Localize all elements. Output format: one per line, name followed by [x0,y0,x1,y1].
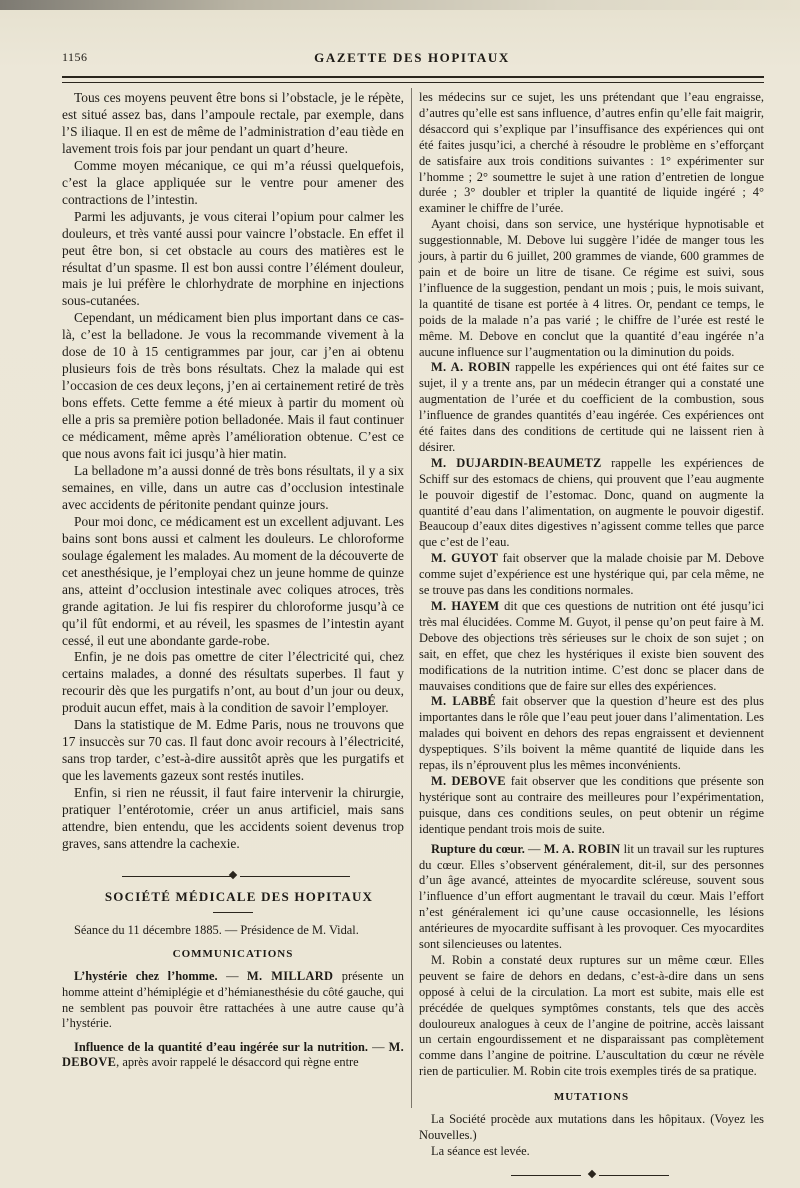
paragraph: La belladone m’a aussi donné de très bons résultats, il y a six semaines, en ville, dans un autre cas d’occlusion intestinale avec accidents de péritonite pendant quinze jours. [62,462,404,512]
hayem-text: dit que ces questions de nutrition ont été jusqu’ici très mal élucidées. Comme M. Guyot, il pense qu’on peut faire à M. Debove des objections très sérieuses sur le choix de son sujet ; on sait, en effet, que chez les hystériques il existe bien souvent des modifications de la nutrition intime. C’est donc se placer dans de mauvaises conditions que de faire sur elles des expériences. [419,599,765,693]
author-hayem: M. HAYEM [431,599,500,613]
robin-paragraph [419,360,764,455]
seance-line: Séance du 11 décembre 1885. — Présidence de M. Vidal. [74,922,359,937]
influence-text: , après avoir rappelé le désaccord qui règne entre [116,1055,359,1070]
author-dujardin: M. DUJARDIN-BEAUMETZ [431,455,602,470]
robin-text: rappelle les expériences qui ont été faites sur ce sujet, il y a trente ans, par un médecin étranger qui a constaté une augmentation de l’urée et du coefficient de la combustion, sous l’influence de grandes quantités d’eau ingérée. Ces expériences ont été faites dans des conditions de certitude qui ne laissent rien à désirer. [419,360,765,454]
author-robin: M. A. ROBIN [431,360,511,375]
section-rule [213,912,253,913]
paragraph: M. Robin a constaté deux ruptures sur un même cœur. Elles peuvent se faire de dehors en dedans, c’est-à-dire dans un sens opposé à celui de la circulation. La mort est subite, mais elle est précédée de quelques symptômes constants, tels que des accès douloureux analogues à ceux de l’angine de poitrine, accès laissant un certain engourdissement et ne disparaissant pas complètement comme dans l’angine de poitrine. L’auscultation du cœur ne révèle rien de particulier. M. Robin cite trois exemples tirés de sa pratique. [419,952,764,1079]
author-debove-reply: M. DEBOVE [431,773,506,788]
debove-paragraph [419,774,764,838]
hysterie-title: L’hystérie chez l’homme. [74,969,218,984]
rupture-text: lit un travail sur les ruptures du cœur. Elles s’observent généralement, dit-il, sur des personnes d’un âge avancé, atteintes de myocardite scléreuse, souvent sous l’influence d’un effort augmentant le travail du cœur. Mais l’effort n’est généralement ici qu’une cause occasionnelle, les lésions antérieures de myocardite suffisant à les provoquer. Ces myocardites sont silencieuses ou latentes. [419,841,764,952]
labbe-text: fait observer que la question d’heure est des plus importantes dans le rôle que l’eau peut jouer dans l’alimentation. Les malades qui boivent en dehors des repas engraissent et deviennent dyspeptiques. S’ils boivent la même quantité de liquide dans les repas, ils n’éprouvent plus les mêmes inconvénients. [419,694,764,773]
communications-title: COMMUNICATIONS [172,948,294,961]
influence-dash: — [367,1039,389,1054]
ornament-diamond [229,871,237,879]
journal-title: GAZETTE DES HOPITAUX [314,50,510,65]
mutations-text: La Société procède aux mutations dans les hôpitaux. (Voyez les Nouvelles.) [419,1112,764,1142]
scan-edge [0,0,800,10]
hysterie-paragraph: L’hystérie chez l’homme. — M. MILLARD présente un homme atteint d’hémiplégie et d’hémianesthésie du côté gauche, qui ne semblent pas pouvoir être rattachées à une autre cause qu’à l’hystérie. [62,969,404,1031]
paragraph: Dans la statistique de M. Edme Paris, nous ne trouvons que 17 insuccès sur 70 cas. Il faut donc avoir recours à l’électricité, sans trop tarder, c’est-à-dire aussitôt après que les purgatifs et que les lavements gazeux sont restés inutiles. [62,717,404,784]
rupture-paragraph [419,842,764,953]
left-column [62,90,404,1071]
header-rule [62,76,764,78]
ornament-diamond [588,1170,596,1178]
page-header [62,50,762,70]
mutations-title: MUTATIONS [553,1091,630,1104]
author-millard: M. MILLARD [247,969,334,984]
influence-title: Influence de la quantité d’eau ingérée sur la nutrition. [74,1039,368,1054]
influence-paragraph [62,1040,404,1071]
page-number: 1156 [62,50,88,64]
hysterie-text: présente un homme atteint d’hémiplégie et d’hémianesthésie du côté gauche, qui ne semblent pas pouvoir être rattachées à une autre cause qu’à l’hystérie. [62,969,404,1031]
seance-levee: La séance est levée. [431,1143,530,1158]
rupture-dash: — [524,841,544,856]
ornament-line [511,1175,581,1176]
dujardin-text: rappelle les expériences de Schiff sur des estomacs de chiens, qui prouvent que l’eau augmente le pouvoir digestif de l’estomac. Donc, quand on augmente la quantité d’eau dans l’alimentation, on augmente le pouvoir digestif. Beaucoup d’eaux dites digestives n’agissent comme telles que parce que c’est de l’eau. [419,455,764,550]
end-ornament [419,1168,764,1182]
paragraph: les médecins sur ce sujet, les uns prétendant que l’eau engraisse, d’autres qu’elle est sans influence, d’autres enfin qu’elle fait maigrir, désaccord qui s’explique par l’insuffisance des expériences qui ont été faites jusqu’ici, a cherché à résoudre le problème en s’efforçant de satisfaire aux trois conditions suivantes : 1° expérimenter sur l’homme ; 2° soumettre le sujet à une ration d’entretien de longue durée ; 3° doubler et tripler la quantité de liquide ingéré ; 4° examiner le chiffre de l’urée. [419,90,764,216]
paragraph: Ayant choisi, dans son service, une hystérique hypnotisable et suggestionnable, M. Debove lui suggère l’idée de manger tous les jours, à partir du 6 juillet, 200 grammes de viande, 600 grammes de pain et de boire un litre de tisane. Ce régime est suivi, sous l’influence de la suggestion, pendant un mois ; puis, le mois suivant, la quantité de tisane est portée à 4 litres. Or, pendant ce temps, le poids de la malade n’a pas varié ; le chiffre de l’urée est resté le même. M. Debove en conclut que la quantité d’eau ingérée n’a aucune influence sur l’augmentation ou la diminution du poids. [419,217,764,359]
author-guyot: M. GUYOT [431,551,499,566]
section-ornament [62,869,404,883]
ornament-line [240,876,350,877]
paragraph: Parmi les adjuvants, je vous citerai l’opium pour calmer les douleurs, et très vanté aussi pour vaincre l’obstacle. En effet il peut être bon, si cet obstacle au cours des matières est le résultat d’un spasme. Il est bon aussi contre l’élément douleur, mais je lui préfère le chlorhydrate de morphine en injections sous-cutanées. [62,208,404,309]
ornament-line [599,1175,669,1176]
guyot-paragraph [419,551,764,599]
rupture-title: Rupture du cœur. [431,841,525,856]
right-column [419,90,764,1188]
column-divider [411,88,412,1108]
paragraph: Enfin, je ne dois pas omettre de citer l’électricité qui, chez certains malades, a donné des résultats superbes. Il faut y recourir dès que les purgatifs n’ont, au bout d’un jour ou deux, produit aucun effet, mais à la condition de savoir l’employer. [62,649,404,716]
author-labbe: M. LABBÉ [431,694,497,709]
dujardin-paragraph [419,456,764,551]
ornament-line [122,876,232,877]
paragraph: Tous ces moyens peuvent être bons si l’obstacle, je le répète, est situé assez bas, dans l’ampoule rectale, par exemple, dans l’S iliaque. Il en est de même de l’administration d’eau tiède en lavement trois fois par jour pendant un quart d’heure. [62,90,404,156]
paragraph: Cependant, un médicament bien plus important dans ce cas-là, c’est la belladone. Je vous la recommande vivement à la dose de 10 à 15 centigrammes par jour, car j’en ai obtenu plusieurs fois de très bons résultats. Chez la malade qui est l’occasion de ces deux leçons, j’en ai certainement retiré de très bons effets. Cette femme a été mieux à partir du moment où elle a pris sa première potion belladonée. Mais il faut continuer ce médicament, même après l’amélioration obtenue. C’est ce que nous avons fait ici jusqu’à hier matin. [62,310,404,462]
section-title: SOCIÉTÉ MÉDICALE DES HOPITAUX [104,888,374,904]
header-rule-thin [62,82,764,83]
paragraph: Enfin, si rien ne réussit, il faut faire intervenir la chirurgie, pratiquer l’entérotomie, créer un anus artificiel, mais sans attendre, bien entendu, que les accidents soient devenus trop graves, sans attendre la cachexie. [62,785,404,851]
labbe-paragraph [419,694,764,774]
debove-text: fait observer que les conditions que présente son hystérique sont au contraire des meilleures pour l’expérimentation, puisque, dans ces conditions seules, on peut obtenir un régime identique pendant trois mois de suite. [419,773,764,836]
paragraph: Pour moi donc, ce médicament est un excellent adjuvant. Les bains sont bons aussi et calment les douleurs. Le chloroforme soulage également les malades. Au moment de la découverte de cet anesthésique, je l’employai chez un jeune homme de quinze ans, atteint d’occlusion intestinale avec coliques atroces, très grande agitation. Je lui fis respirer du chloroforme jusqu’à ce qu’il fût endormi, et au réveil, les spasmes de l’intestin ayant cessé, il eut une abondante garde-robe. [62,513,404,648]
hayem-paragraph [419,599,764,694]
paragraph: Comme moyen mécanique, ce qui m’a réussi quelquefois, c’est la glace appliquée sur le ventre pour amener des contractions de l’intestin. [62,157,404,207]
author-robin-rupture: M. A. ROBIN [543,841,621,856]
guyot-text: fait observer que la malade choisie par M. Debove comme sujet d’expérience est une hystérique qui, par cela même, ne se trouve pas dans les conditions normales. [419,551,765,598]
author-debove: M. DEBOVE [62,1039,405,1070]
